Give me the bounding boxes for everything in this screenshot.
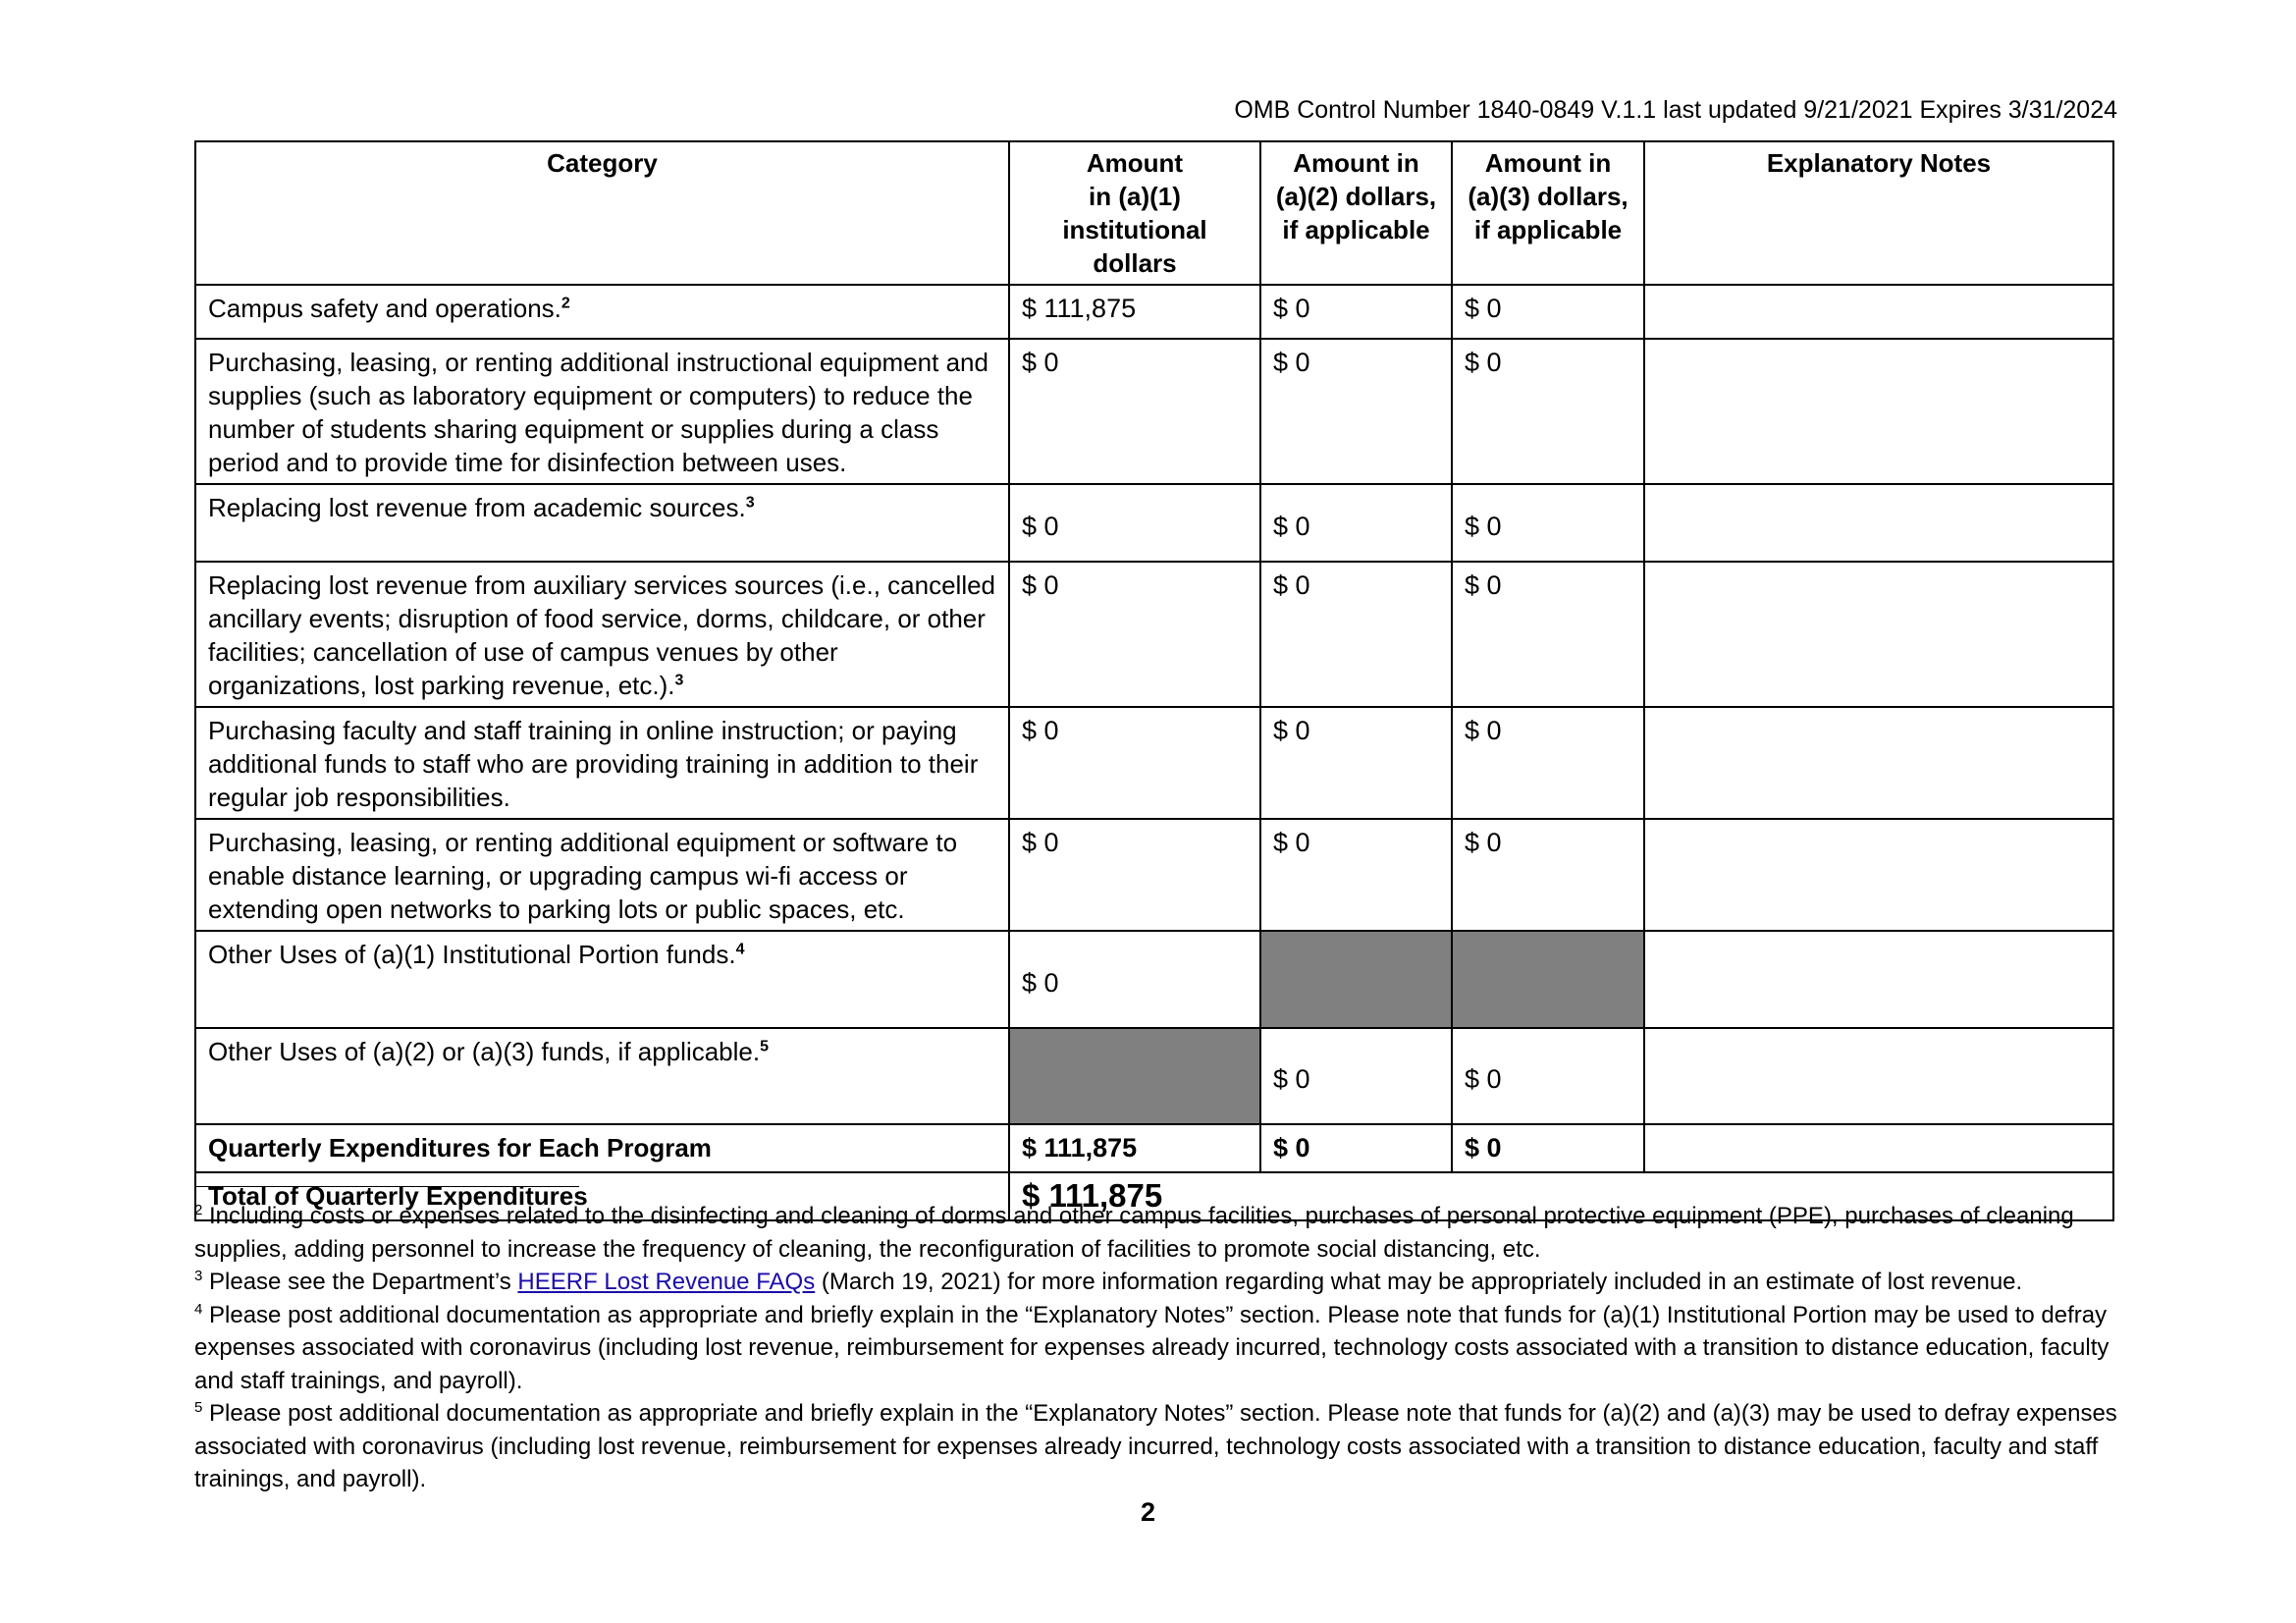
amount-a1-cell: $ 0 xyxy=(1009,339,1260,484)
notes-cell xyxy=(1644,562,2113,707)
amount-a3-cell: $ 0 xyxy=(1452,484,1644,562)
footnote-2: $^2$ Including costs or expenses related to the disinfecting and cleaning of dorms and other campus facilities, purchases of personal protective equipment (PPE), purchases of cleaning supplies, adding personnel to increase the frequency of cleaning, the reconfiguration of facilities to promote social distancing, etc. xyxy=(194,1202,2074,1263)
amount-a2-cell: $ 0 xyxy=(1260,1028,1452,1124)
quarterly-a3: $ 0 xyxy=(1452,1124,1644,1172)
table-row xyxy=(195,707,2113,819)
table-row xyxy=(195,931,2113,1028)
amount-a3-cell: $ 0 xyxy=(1452,819,1644,931)
shaded-na-cell xyxy=(1009,1028,1260,1124)
amount-a2-cell: $ 0 xyxy=(1260,707,1452,819)
quarterly-label: Quarterly Expenditures for Each Program xyxy=(195,1124,1009,1172)
footnote-4: $^4$ Please post additional documentation as appropriate and briefly explain in the “Explanatory Notes” section. Please note that funds for (a)(1) Institutional Portion may be used to defray expenses associated with coronavirus (including lost revenue, reimbursement for expenses already incurred, technology costs associated with a transition to distance education, faculty and staff trainings, and payroll). xyxy=(194,1300,2109,1394)
footnote-5: $^5$ Please post additional documentation as appropriate and briefly explain in the “Explanatory Notes” section. Please note that funds for (a)(2) and (a)(3) may be used to defray expenses associated with coronavirus (including lost revenue, reimbursement for expenses already incurred, technology costs associated with a transition to distance education, faculty and staff trainings, and payroll). xyxy=(194,1399,2117,1492)
expenditure-table xyxy=(194,140,2114,1221)
notes-cell xyxy=(1644,285,2113,339)
category-cell: Purchasing, leasing, or renting additional equipment or software to enable distance learning, or upgrading campus wi-fi access or extending open networks to parking lots or public spaces, etc. xyxy=(195,819,1009,931)
amount-a1-cell: $ 0 xyxy=(1009,484,1260,562)
col-header-notes: Explanatory Notes xyxy=(1644,141,2113,285)
category-cell: Replacing lost revenue from academic sources.$^3$ xyxy=(195,484,1009,562)
footnote-3: $^3$ Please see the Department’s HEERF Lost Revenue FAQs (March 19, 2021) for more information regarding what may be appropriately included in an estimate of lost revenue. xyxy=(194,1268,2023,1295)
notes-cell xyxy=(1644,819,2113,931)
omb-control-line: OMB Control Number 1840-0849 V.1.1 last updated 9/21/2021 Expires 3/31/2024 xyxy=(1234,96,2117,124)
table-row xyxy=(195,1028,2113,1124)
table-row xyxy=(195,285,2113,339)
quarterly-a1: $ 111,875 xyxy=(1009,1124,1260,1172)
amount-a1-cell: $ 111,875 xyxy=(1009,285,1260,339)
notes-cell xyxy=(1644,1124,2113,1172)
total-value: $ 111,875 xyxy=(1009,1172,2113,1220)
quarterly-a2: $ 0 xyxy=(1260,1124,1452,1172)
amount-a1-cell: $ 0 xyxy=(1009,931,1260,1028)
footnotes xyxy=(194,1200,2118,1496)
col-header-a1: Amount in (a)(1) institutional dollars xyxy=(1009,141,1260,285)
amount-a3-cell: $ 0 xyxy=(1452,285,1644,339)
notes-cell xyxy=(1644,707,2113,819)
col-header-category: Category xyxy=(195,141,1009,285)
footnote-divider xyxy=(194,1186,579,1187)
col-header-a3: Amount in (a)(3) dollars, if applicable xyxy=(1452,141,1644,285)
quarterly-expenditures-row xyxy=(195,1124,2113,1172)
notes-cell xyxy=(1644,339,2113,484)
category-cell: Campus safety and operations.$^2$ xyxy=(195,285,1009,339)
amount-a3-cell: $ 0 xyxy=(1452,339,1644,484)
amount-a2-cell: $ 0 xyxy=(1260,819,1452,931)
category-cell: Purchasing, leasing, or renting additional instructional equipment and supplies (such as laboratory equipment or computers) to reduce the number of students sharing equipment or supplies during a class period and to provide time for disinfection between uses. xyxy=(195,339,1009,484)
amount-a1-cell: $ 0 xyxy=(1009,707,1260,819)
amount-a3-cell: $ 0 xyxy=(1452,1028,1644,1124)
heerf-faq-link[interactable]: HEERF Lost Revenue FAQs xyxy=(517,1269,816,1295)
col-header-a2: Amount in (a)(2) dollars, if applicable xyxy=(1260,141,1452,285)
shaded-na-cell xyxy=(1260,931,1452,1028)
amount-a2-cell: $ 0 xyxy=(1260,285,1452,339)
category-cell: Purchasing faculty and staff training in online instruction; or paying additional funds to staff who are providing training in addition to their regular job responsibilities. xyxy=(195,707,1009,819)
amount-a3-cell: $ 0 xyxy=(1452,707,1644,819)
amount-a3-cell: $ 0 xyxy=(1452,562,1644,707)
amount-a1-cell: $ 0 xyxy=(1009,819,1260,931)
table-row xyxy=(195,339,2113,484)
amount-a2-cell: $ 0 xyxy=(1260,484,1452,562)
total-label: Total of Quarterly Expenditures xyxy=(195,1172,1009,1220)
notes-cell xyxy=(1644,484,2113,562)
amount-a2-cell: $ 0 xyxy=(1260,562,1452,707)
notes-cell xyxy=(1644,1028,2113,1124)
category-cell: Replacing lost revenue from auxiliary services sources (i.e., cancelled ancillary events; disruption of food service, dorms, childcare, or other facilities; cancellation of use of campus venues by other organizations, lost parking revenue, etc.).$^3$ xyxy=(195,562,1009,707)
table-header-row xyxy=(195,141,2113,285)
notes-cell xyxy=(1644,931,2113,1028)
table-row xyxy=(195,562,2113,707)
category-cell: Other Uses of (a)(1) Institutional Portion funds.$^4$ xyxy=(195,931,1009,1028)
shaded-na-cell xyxy=(1452,931,1644,1028)
table-row xyxy=(195,484,2113,562)
amount-a2-cell: $ 0 xyxy=(1260,339,1452,484)
amount-a1-cell: $ 0 xyxy=(1009,562,1260,707)
table-row xyxy=(195,819,2113,931)
category-cell: Other Uses of (a)(2) or (a)(3) funds, if applicable.$^5$ xyxy=(195,1028,1009,1124)
page-number: 2 xyxy=(1140,1497,1156,1527)
